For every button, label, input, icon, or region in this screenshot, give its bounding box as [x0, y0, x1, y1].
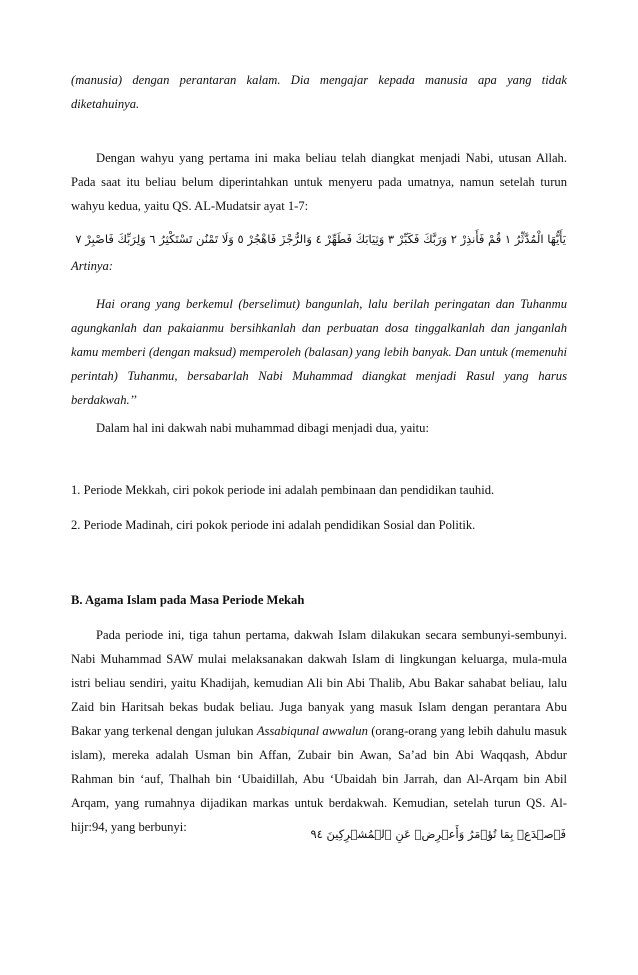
assabiqunal-term: Assabiqunal awwalun: [256, 724, 368, 738]
arabic-verse-hijr: فَٱصۡدَعۡ بِمَا تُؤۡمَرُ وَأَعۡرِضۡ عَنِ ٱلۡمُشۡرِكِينَ ٩٤: [310, 827, 566, 841]
mekah-paragraph: [71, 623, 567, 839]
artinya-label: Artinya:: [71, 259, 113, 273]
period-1-item: 1. Periode Mekkah, ciri pokok periode ini adalah pembinaan dan pendidikan tauhid.: [71, 483, 495, 497]
quote-tail-paragraph: (manusia) dengan perantaran kalam. Dia mengajar kepada manusia apa yang tidak diketahuinya.: [71, 73, 567, 111]
wahyu-paragraph: Dengan wahyu yang pertama ini maka beliau telah diangkat menjadi Nabi, utusan Allah. Pada saat itu beliau belum diperintahkan untuk menyeru pada umatnya, namun setelah turun wahyu kedua, yaitu QS. AL-Mudatsir ayat 1-7:: [71, 151, 567, 213]
section-heading: B. Agama Islam pada Masa Periode Mekah: [71, 593, 305, 607]
translation-paragraph: Hai orang yang berkemul (berselimut) bangunlah, lalu berilah peringatan dan Tuhanmu agungkanlah dan pakaianmu bersihkanlah dan perbuatan dosa tinggalkanlah dan janganlah kamu memberi (dengan maksud) memperoleh (balasan) yang lebih banyak. Dan untuk (memenuhi perintah) Tuhanmu, bersabarlah Nabi Muhammad diangkat menjadi Rasul yang harus berdakwah.’’: [71, 297, 567, 407]
periods-intro: Dalam hal ini dakwah nabi muhammad dibagi menjadi dua, yaitu:: [96, 421, 429, 435]
mekah-body-part-2: (orang-orang yang lebih dahulu masuk islam), mereka adalah Usman bin Affan, Zubair bin Awan, Sa’ad bin Abi Waqqash, Abdur Rahman bin ‘auf, Thalhah bin ‘Ubaidillah, Abu ‘Ubaidah bin Jarrah, dan Al-Arqam bin Abil Arqam, yang rumahnya dijadikan markas untuk berdakwah. Kemudian, setelah turun QS. Al-hijr:94, yang berbunyi:: [71, 724, 567, 834]
arabic-verse-mudatsir: يَأَيُّهَا الْمُدَّثِّرُ ١ قُمْ فَأَنذِرْ ٢ وَرَبَّكَ فَكَبِّرْ ٣ وَثِيَابَكَ فَطَهِّرْ ٤ وَالرُّجْزَ فَاهْجُرْ ٥ وَلَا تَمْنُن تَسْتَكْثِرُ ٦ وَلِرَبِّكَ فَاصْبِرْ ٧: [75, 232, 566, 246]
period-2-item: 2. Periode Madinah, ciri pokok periode ini adalah pendidikan Sosial dan Politik.: [71, 518, 476, 532]
mekah-body-part-1: Pada periode ini, tiga tahun pertama, dakwah Islam dilakukan secara sembunyi-sembunyi. Nabi Muhammad SAW mulai melaksanakan dakwah Islam di lingkungan keluarga, mula-mula istri beliau sendiri, yaitu Khadijah, kemudian Ali bin Abi Thalib, Abu Bakar sahabat beliau, lalu Zaid bin Haritsah bekas budak beliau. Juga banyak yang masuk Islam dengan perantara Abu Bakar yang terkenal dengan julukan: [71, 628, 567, 738]
